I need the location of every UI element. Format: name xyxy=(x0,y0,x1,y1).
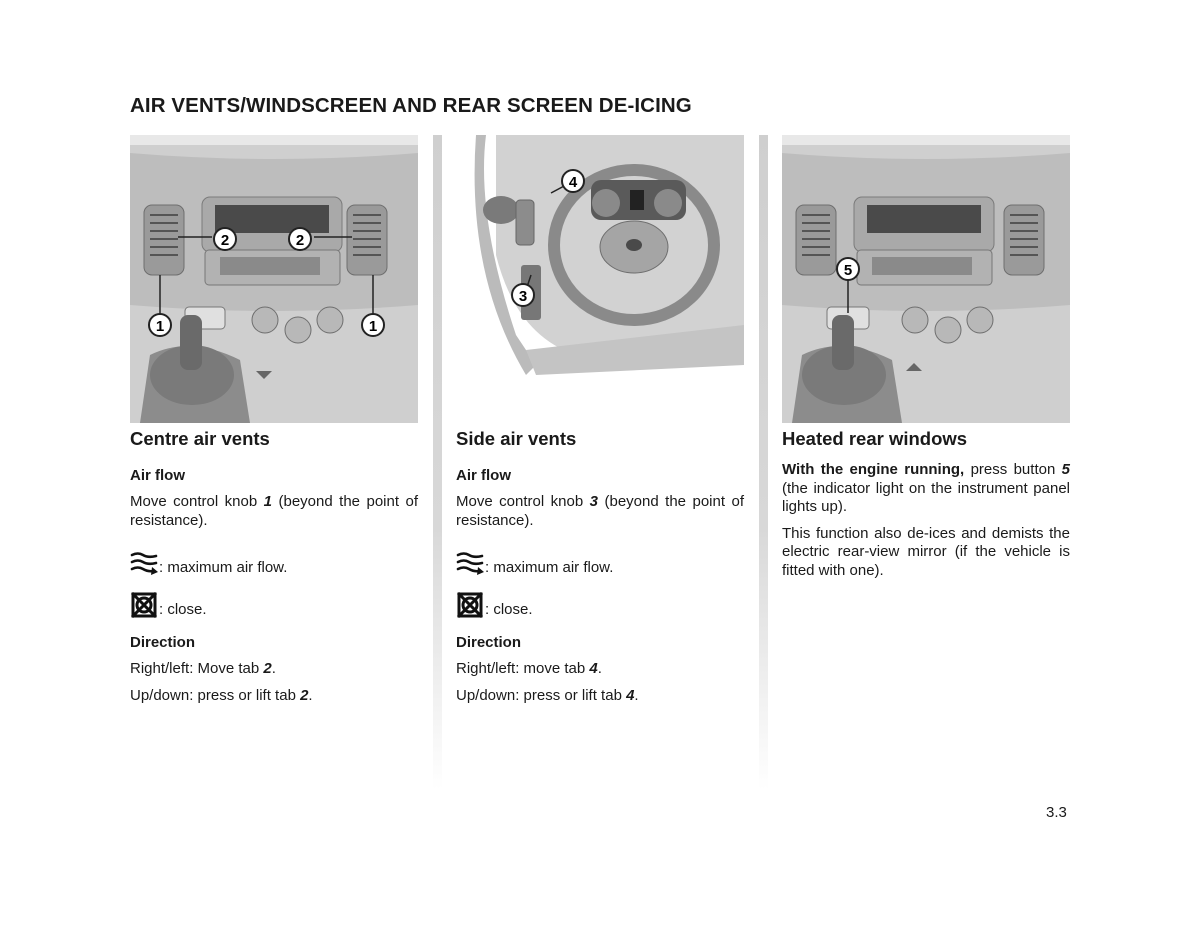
side-airflow-label: Air flow xyxy=(456,467,511,484)
rear-instruction-text: With the engine running, press button 5 (the indicator light on the instrument panel lights up). xyxy=(782,461,1070,515)
centre-close-line: : close. xyxy=(130,590,418,618)
callout-1-left: 1 xyxy=(155,318,165,335)
callout-3: 3 xyxy=(518,288,528,305)
side-up-down-text: Up/down: press or lift tab 4. xyxy=(456,686,639,704)
centre-vents-illustration xyxy=(130,135,418,423)
centre-airflow-label: Air flow xyxy=(130,467,185,484)
side-right-left-text: Right/left: move tab 4. xyxy=(456,660,602,677)
centre-right-left-text: Right/left: Move tab 2. xyxy=(130,660,276,677)
centre-vents-heading: Centre air vents xyxy=(130,428,270,449)
side-vents-heading: Side air vents xyxy=(456,428,577,449)
heated-rear-windows-illustration xyxy=(782,135,1070,423)
side-vents-column xyxy=(456,135,744,705)
callout-4: 4 xyxy=(568,174,578,191)
centre-vents-column xyxy=(130,135,418,705)
side-direction-label: Direction xyxy=(456,634,522,651)
centre-max-flow-line: : maximum air flow. xyxy=(130,548,418,576)
heated-rear-windows-column xyxy=(782,135,1070,580)
max-airflow-icon xyxy=(130,550,158,576)
close-vent-icon xyxy=(456,592,484,618)
page-title: AIR VENTS/WINDSCREEN AND REAR SCREEN DE-ICING xyxy=(130,94,692,117)
callout-1-right: 1 xyxy=(368,318,378,335)
side-airflow-text: Move control knob 3 (beyond the point of resistance). xyxy=(456,493,744,529)
column-divider-right xyxy=(759,135,768,790)
close-vent-icon xyxy=(130,592,158,618)
side-max-flow-line: : maximum air flow. xyxy=(456,548,744,576)
heated-rear-windows-heading: Heated rear windows xyxy=(782,428,968,449)
side-vents-illustration xyxy=(456,135,744,423)
rear-mirror-text: This function also de-ices and demists the electric rear-view mirror (if the vehicle is fitted with one). xyxy=(782,524,1070,579)
column-divider-left xyxy=(433,135,442,790)
page-number: 3.3 xyxy=(1046,804,1067,821)
callout-5: 5 xyxy=(843,262,853,279)
max-airflow-icon xyxy=(456,550,484,576)
centre-airflow-text: Move control knob 1 (beyond the point of resistance). xyxy=(130,493,418,529)
centre-up-down-text: Up/down: press or lift tab 2. xyxy=(130,686,313,704)
side-close-line: : close. xyxy=(456,590,744,618)
callout-2-left: 2 xyxy=(220,232,230,249)
centre-direction-label: Direction xyxy=(130,634,196,651)
callout-2-right: 2 xyxy=(295,232,305,249)
